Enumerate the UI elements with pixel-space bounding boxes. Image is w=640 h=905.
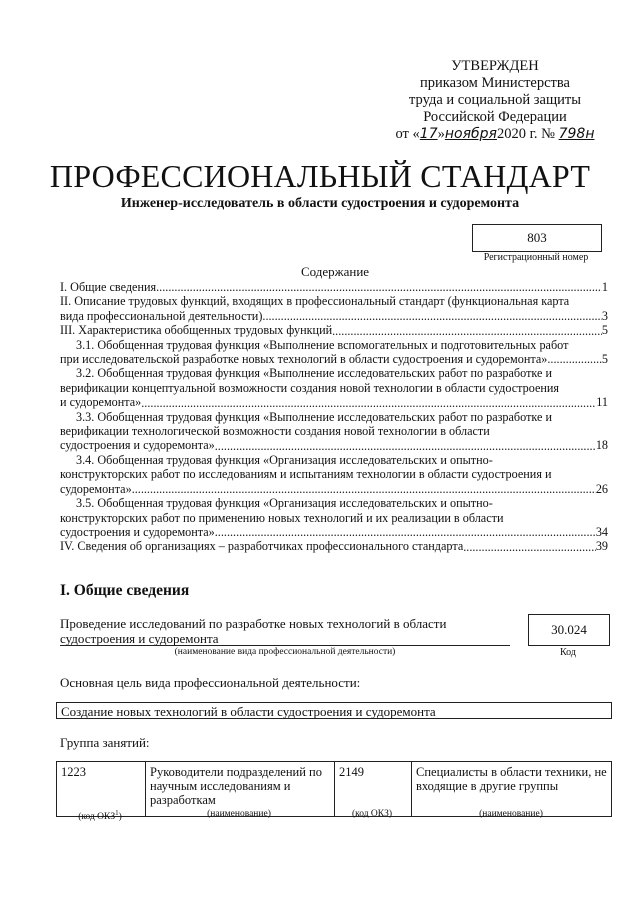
caption-name-2: (наименование): [479, 809, 543, 819]
toc-item[interactable]: [60, 453, 608, 496]
toc-item-text: судостроения и судоремонта»: [60, 438, 215, 453]
okz-code-cell: 2149: [335, 762, 412, 817]
toc-item-text: 3.4. Обобщенная трудовая функция «Организация исследовательских и опытно-: [76, 452, 493, 467]
approval-heading: УТВЕРЖДЕН: [451, 58, 539, 74]
approval-date-line: [380, 126, 610, 143]
registration-number: 803: [472, 224, 602, 252]
footnote-ref: 1: [115, 809, 119, 817]
approval-line-3: Российской Федерации: [423, 109, 567, 125]
toc-item-text: при исследовательской разработке новых технологий в области судостроения и судоремонта»: [60, 352, 548, 367]
toc-item-text: и судоремонта»: [60, 395, 142, 410]
toc-item-text: III. Характеристика обобщенных трудовых функций: [60, 323, 333, 338]
okz-name-cell: Специалисты в области техники, не входящие в другие группы: [412, 762, 612, 817]
order-number: 798н: [558, 126, 595, 142]
goal-box: Создание новых технологий в области судостроения и судоремонта: [56, 702, 612, 719]
toc-item-text: IV. Сведения об организациях – разработчиках профессионального стандарта: [60, 539, 464, 554]
toc-heading: Содержание: [300, 264, 370, 279]
table-of-contents: [60, 280, 608, 554]
toc-item-text: 3.2. Обобщенная трудовая функция «Выполнение исследовательских работ по разработке и: [76, 366, 552, 381]
toc-item-page: 34: [595, 524, 608, 539]
toc-item-text: 3.5. Обобщенная трудовая функция «Организация исследовательских и опытно-: [76, 496, 493, 511]
date-prefix: от «: [395, 126, 420, 142]
page-title: ПРОФЕССИОНАЛЬНЫЙ СТАНДАРТ: [49, 158, 591, 194]
toc-item-page: 3: [601, 308, 608, 323]
registration-label: Регистрационный номер: [483, 252, 589, 263]
toc-item-page: 26: [595, 481, 608, 496]
toc-item[interactable]: [60, 366, 608, 409]
section-heading: I. Общие сведения: [60, 582, 190, 599]
group-label: Группа занятий:: [60, 735, 150, 750]
toc-item-text: верификации концептуальной возможности создания новой технологии в области судостроения: [60, 380, 560, 395]
toc-item-text: судоремонта»: [60, 481, 132, 496]
toc-item-text: конструкторских работ по исследованиям и испытаниям технологии в области судостроения и: [60, 467, 552, 482]
toc-item-page: 5: [601, 323, 608, 338]
caption-name-1: (наименование): [207, 809, 271, 819]
okz-name-cell: Руководители подразделений по научным исследованиям и разработкам: [146, 762, 335, 817]
toc-item-text: 3.3. Обобщенная трудовая функция «Выполнение исследовательских работ по разработке и: [76, 409, 552, 424]
toc-item[interactable]: [60, 323, 608, 337]
toc-item-text: вида профессиональной деятельности): [60, 308, 263, 323]
activity-underline: [60, 645, 510, 646]
okz-code-cell: 1223: [57, 762, 146, 817]
activity-name: [60, 616, 460, 646]
toc-item[interactable]: [60, 294, 608, 323]
activity-line: Проведение исследований по разработке новых технологий в области: [60, 616, 447, 631]
caption-text: ): [118, 812, 122, 823]
activity-caption: (наименование вида профессиональной деятельности): [174, 647, 396, 657]
toc-item-page: 11: [596, 395, 608, 410]
caption-code-okz-1: [56, 809, 144, 822]
toc-item-text: конструкторских работ по применению новых технологий и их реализации в области: [60, 510, 504, 525]
toc-item-text: 3.1. Обобщенная трудовая функция «Выполнение вспомогательных и подготовительных работ: [76, 337, 569, 352]
caption-code-okz-2: (код ОКЗ): [351, 809, 393, 819]
toc-item[interactable]: [60, 338, 608, 367]
approval-line-2: труда и социальной защиты: [409, 92, 581, 108]
toc-item[interactable]: [60, 539, 608, 553]
date-mid: »: [437, 126, 445, 142]
toc-item[interactable]: [60, 496, 608, 539]
date-year: 2020 г. №: [496, 126, 555, 142]
goal-label: Основная цель вида профессиональной деятельности:: [60, 675, 361, 690]
toc-item-page: 5: [601, 352, 608, 367]
toc-item-text: судостроения и судоремонта»: [60, 524, 215, 539]
caption-text: (код ОКЗ: [78, 812, 116, 823]
toc-item[interactable]: [60, 280, 608, 294]
activity-line: судостроения и судоремонта: [60, 631, 219, 646]
date-month: ноября: [444, 126, 497, 142]
toc-item-text: I. Общие сведения: [60, 280, 157, 294]
toc-item-text: верификации технологической возможности создания новой технологии в области: [60, 424, 490, 439]
toc-item-page: 39: [595, 539, 608, 554]
toc-item-page: 1: [601, 280, 608, 294]
toc-item-text: II. Описание трудовых функций, входящих в профессиональный стандарт (функциональная карта: [60, 294, 570, 309]
approval-line-1: приказом Министерства: [420, 75, 570, 91]
activity-code: 30.024: [528, 614, 610, 646]
code-caption: Код: [560, 647, 576, 658]
approval-block: [380, 58, 610, 143]
date-day: 17: [419, 126, 438, 142]
toc-item[interactable]: [60, 410, 608, 453]
page-subtitle: Инженер-исследователь в области судостроения и судоремонта: [120, 196, 520, 211]
toc-item-page: 18: [595, 438, 608, 453]
